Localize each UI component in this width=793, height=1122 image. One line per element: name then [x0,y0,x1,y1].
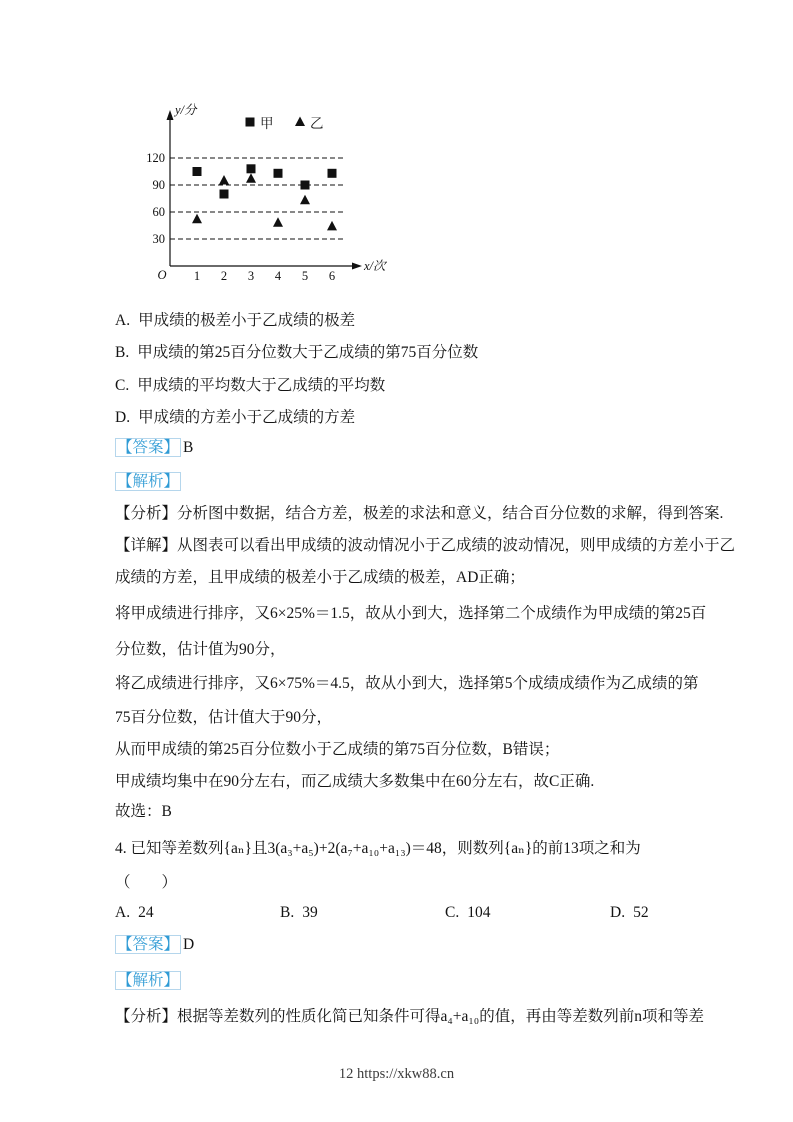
svg-text:4: 4 [274,269,282,283]
text-line: 甲成绩均集中在90分左右，而乙成绩大多数集中在60分左右，故C正确. [115,773,595,790]
svg-text:x/次: x/次 [364,259,386,273]
q3-option-c [115,375,385,397]
svg-text:120: 120 [146,151,165,165]
q3-answer-value: B [183,439,194,456]
svg-text:甲: 甲 [260,116,274,131]
svg-text:2: 2 [220,269,228,283]
text-line: 【详解】从图表可以看出甲成绩的波动情况小于乙成绩的波动情况，则甲成绩的方差小于乙 [115,537,736,554]
score-scatter-chart [140,98,410,303]
svg-text:30: 30 [152,232,165,246]
option-text: 24 [138,904,154,921]
q4-option-d [610,904,775,922]
option-label: C. [445,904,460,921]
q4-stem-parens: （ ） [115,874,178,891]
text-line: 分位数，估计值为90分， [115,641,286,658]
q3-analysis-header [115,471,183,493]
option-text: 104 [467,904,491,921]
q4-option-a [115,904,280,922]
text-line: 将乙成绩进行排序，又6×75%＝4.5，故从小到大，选择第5个成绩成绩作为乙成绩的第 [115,675,699,692]
q3-option-d [115,407,355,429]
option-text: 甲成绩的第25百分位数大于乙成绩的第75百分位数 [137,344,479,361]
svg-text:90: 90 [152,178,165,192]
text-line: 【分析】分析图中数据，结合方差，极差的求法和意义，结合百分位数的求解，得到答案. [115,505,724,522]
option-label: B. [115,344,130,361]
svg-text:6: 6 [328,269,336,283]
analysis-tag: 【解析】 [117,473,180,490]
q4-stem: 4. 已知等差数列{aₙ}且3(a₃+a₅)+2(a₇+a₁₀+a₁₃)＝48，则数列{aₙ}的前13项之和为 [115,840,641,857]
option-label: A. [115,904,131,921]
option-label: C. [115,377,130,394]
q4-answer-line [115,934,194,956]
option-text: 甲成绩的方差小于乙成绩的方差 [138,409,356,426]
q4-options-row [115,904,775,922]
option-label: D. [610,904,626,921]
text-line: 从而甲成绩的第25百分位数小于乙成绩的第75百分位数，B错误； [115,741,560,758]
option-text: 甲成绩的极差小于乙成绩的极差 [138,312,356,329]
q4-option-b [280,904,445,922]
option-text: 甲成绩的平均数大于乙成绩的平均数 [137,377,386,394]
svg-text:1: 1 [193,269,201,283]
option-label: B. [280,904,295,921]
q3-final-choice: 故选：B [115,803,172,820]
q3-answer-line [115,437,193,459]
text-line: 75百分位数，估计值大于90分， [115,709,333,726]
page-footer: 12 https://xkw88.cn [338,1066,455,1082]
answer-tag: 【答案】 [117,439,180,456]
svg-text:乙: 乙 [310,116,324,131]
option-label: D. [115,409,131,426]
q4-answer-value: D [183,936,195,953]
q3-option-b [115,342,478,364]
q3-option-a [115,310,355,332]
text-line: 【分析】根据等差数列的性质化简已知条件可得a₄+a₁₀的值，再由等差数列前n项和等差 [115,1008,704,1025]
svg-text:O: O [157,268,167,282]
option-text: 52 [633,904,649,921]
svg-text:3: 3 [247,269,255,283]
option-label: A. [115,312,131,329]
q4-analysis-header [115,970,183,992]
svg-text:y/分: y/分 [175,103,197,117]
svg-text:60: 60 [152,205,165,219]
q4-option-c [445,904,610,922]
svg-text:5: 5 [301,269,309,283]
option-text: 39 [302,904,318,921]
analysis-tag: 【解析】 [117,972,180,989]
text-line: 成绩的方差，且甲成绩的极差小于乙成绩的极差，AD正确； [115,569,525,586]
answer-tag: 【答案】 [117,936,180,953]
text-line: 将甲成绩进行排序，又6×25%＝1.5，故从小到大，选择第二个成绩作为甲成绩的第25百 [115,605,707,622]
scatter-chart-svg [140,98,410,303]
